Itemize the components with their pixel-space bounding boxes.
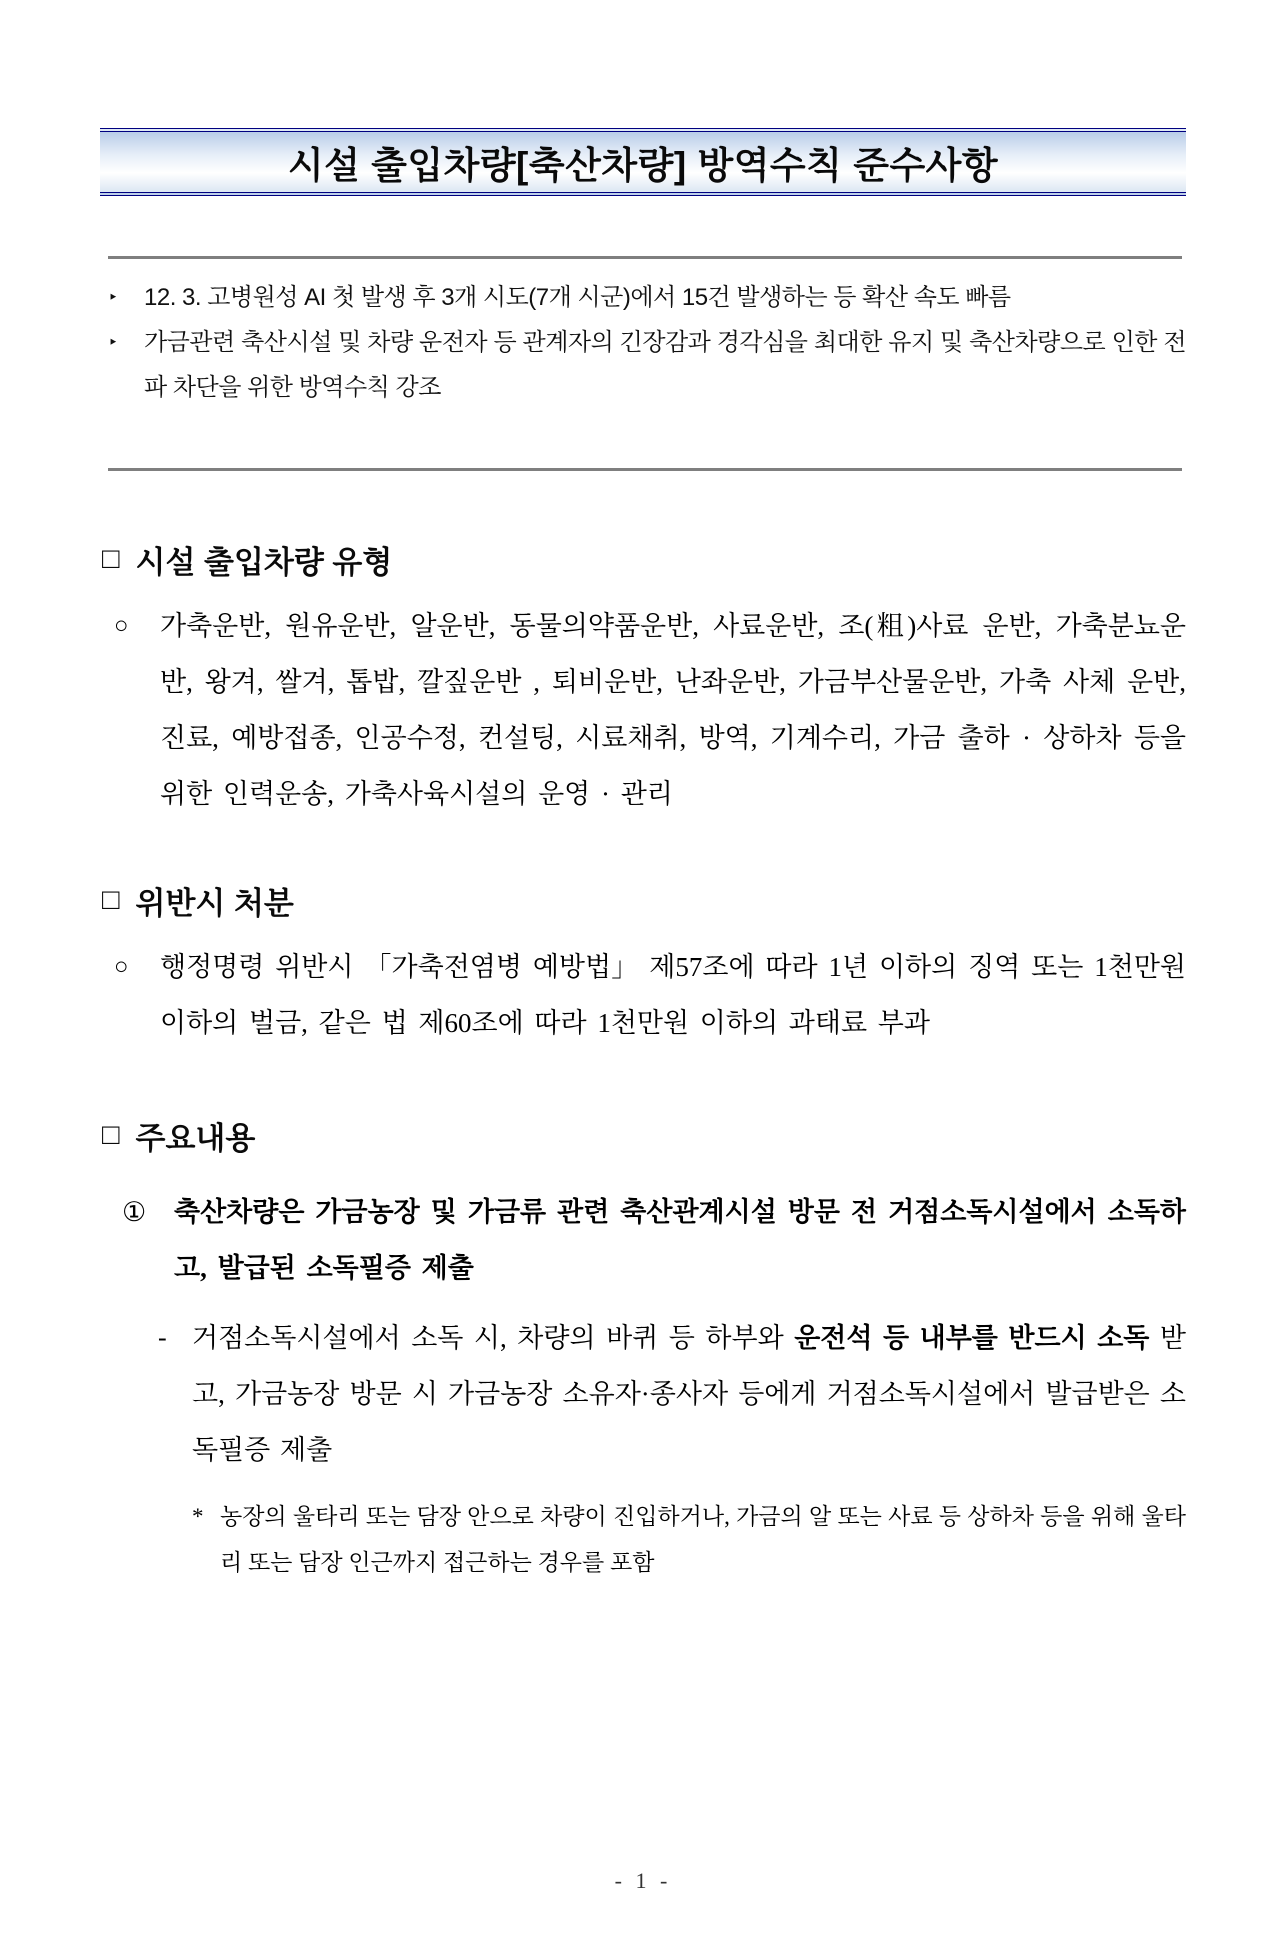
asterisk-icon: * xyxy=(192,1504,204,1529)
vehicle-types-item xyxy=(100,598,1186,822)
checkbox-square-icon: □ xyxy=(102,543,120,575)
penalty-item xyxy=(100,939,1186,1051)
document-page xyxy=(0,128,1286,1948)
summary-bullet-2 xyxy=(100,320,1186,410)
vehicle-types-item-text: 가축운반, 원유운반, 알운반, 동물의약품운반, 사료운반, 조(粗)사료 운반, 가축분뇨운반, 왕겨, 쌀겨, 톱밥, 깔짚운반 , 퇴비운반, 난좌운반, 가금부산물운반, 가축 사체 운반, 진료, 예방접종, 인공수정, 컨설팅, 시료채취, 방역, 기계수리, 가금 출하 · 상하차 등을 위한 인력운송, 가축사육시설의 운영 · 관리 xyxy=(160,611,1186,809)
main-content-item-1-sub xyxy=(100,1310,1186,1478)
section-heading-main-content xyxy=(100,1113,1186,1158)
summary-bullet-1-text: 12. 3. 고병원성 AI 첫 발생 후 3개 시도(7개 시군)에서 15건 발생하는 등 확산 속도 빠름 xyxy=(144,284,1011,311)
section-heading-penalty-text: 위반시 처분 xyxy=(135,886,294,921)
summary-bullet-1 xyxy=(100,275,1186,320)
main-content-item-1-note xyxy=(100,1494,1186,1586)
sub-text-segment-bold: 운전석 등 내부를 반드시 소독 xyxy=(794,1323,1150,1353)
circle-bullet-icon: ○ xyxy=(114,613,129,639)
page-content xyxy=(0,128,1286,1586)
checkbox-square-icon: □ xyxy=(102,884,120,916)
triangle-bullet-icon: ‣ xyxy=(108,288,118,307)
main-content-item-1-text: 축산차량은 가금농장 및 가금류 관련 축산관계시설 방문 전 거점소독시설에서 소독하고, 발급된 소독필증 제출 xyxy=(174,1197,1186,1283)
summary-bullet-2-text: 가금관련 축산시설 및 차량 운전자 등 관계자의 긴장감과 경각심을 최대한 유지 및 축산차량으로 인한 전파 차단을 위한 방역수칙 강조 xyxy=(144,329,1186,401)
main-content-item-1-sub-text xyxy=(192,1310,1186,1478)
divider-top xyxy=(108,256,1182,259)
penalty-item-text: 행정명령 위반시 「가축전염병 예방법」 제57조에 따라 1년 이하의 징역 또는 1천만원 이하의 벌금, 같은 법 제60조에 따라 1천만원 이하의 과태료 부과 xyxy=(160,952,1186,1038)
section-heading-vehicle-types-text: 시설 출입차량 유형 xyxy=(135,545,393,580)
circled-number-1-icon: ① xyxy=(122,1197,147,1227)
dash-bullet-icon: - xyxy=(158,1323,167,1352)
title-banner xyxy=(100,128,1186,196)
main-content-item-1 xyxy=(100,1184,1186,1296)
section-heading-vehicle-types xyxy=(100,537,1186,582)
summary-block xyxy=(100,275,1186,410)
page-number: - 1 - xyxy=(614,1868,672,1893)
main-content-item-1-note-text: 농장의 울타리 또는 담장 안으로 차량이 진입하거나, 가금의 알 또는 사료 등 상하차 등을 위해 울타리 또는 담장 인근까지 접근하는 경우를 포함 xyxy=(220,1504,1186,1575)
sub-text-segment-regular-1: 거점소독시설에서 소독 시, 차량의 바퀴 등 하부와 xyxy=(192,1323,795,1353)
circle-bullet-icon: ○ xyxy=(114,954,129,980)
page-title: 시설 출입차량[축산차량] 방역수칙 준수사항 xyxy=(287,145,999,186)
section-heading-penalty xyxy=(100,878,1186,923)
divider-bottom xyxy=(108,468,1182,471)
triangle-bullet-icon: ‣ xyxy=(108,333,118,352)
section-heading-main-content-text: 주요내용 xyxy=(135,1121,256,1156)
sub-text-segment-regular-2: 받고, 가금농장 방문 시 가금농장 소유자·종사자 등에게 거점소독시설에서 발급받은 소독필증 제출 xyxy=(192,1323,1187,1465)
checkbox-square-icon: □ xyxy=(102,1119,120,1151)
